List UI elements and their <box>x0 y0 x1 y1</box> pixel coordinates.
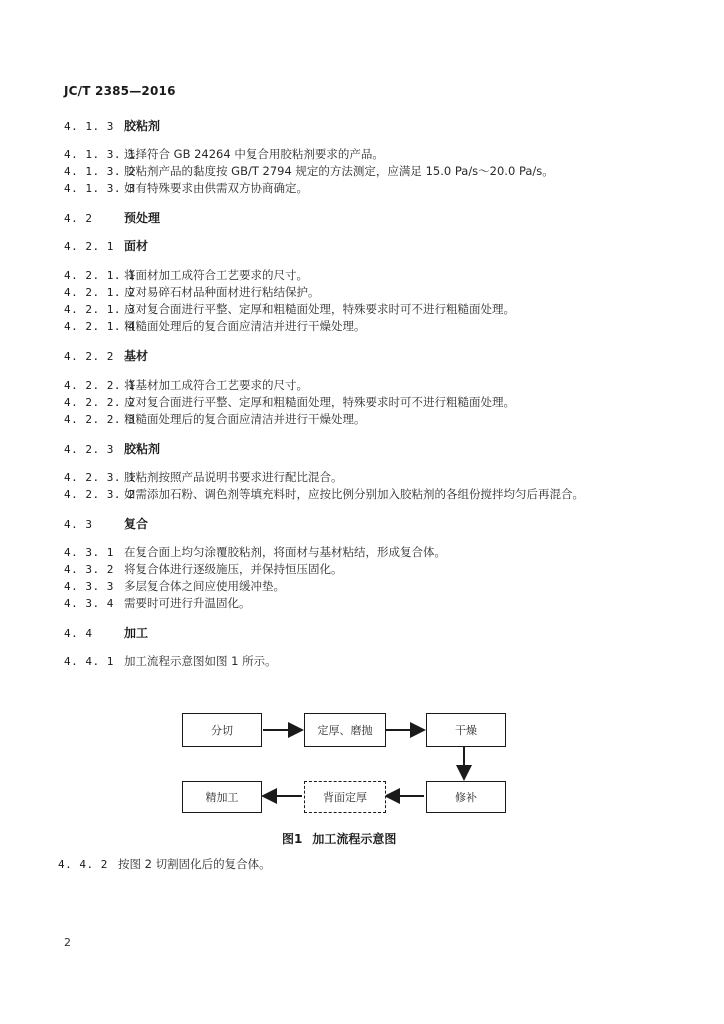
section-heading <box>64 210 160 227</box>
flow-box-dry: 干燥 <box>426 713 506 747</box>
figure-caption-number: 图1 <box>282 832 303 846</box>
clause-item <box>64 180 308 197</box>
clause-item <box>64 394 515 411</box>
clause-item <box>64 544 446 561</box>
clause-text: 加工流程示意图如图 1 所示。 <box>124 654 277 668</box>
clause-text: 如有特殊要求由供需双方协商确定。 <box>124 181 308 195</box>
clause-text: 在复合面上均匀涂覆胶粘剂，将面材与基材粘结，形成复合体。 <box>124 545 446 559</box>
clause-number: 4. 2. 1. 3 <box>64 303 136 316</box>
clause-text: 将基材加工成符合工艺要求的尺寸。 <box>124 378 308 392</box>
clause-text: 粗糙面处理后的复合面应清洁并进行干燥处理。 <box>124 319 366 333</box>
section-heading <box>64 441 160 458</box>
heading-text: 胶粘剂 <box>124 119 161 133</box>
heading-text: 基材 <box>124 349 149 363</box>
flow-box-thickness-polish: 定厚、磨抛 <box>304 713 386 747</box>
page-number: 2 <box>64 936 71 949</box>
clause-number: 4. 1. 3. 2 <box>64 165 136 178</box>
clause-item <box>64 284 320 301</box>
section-heading <box>64 118 160 135</box>
clause-item <box>64 653 277 670</box>
clause-text: 应对易碎石材品种面材进行粘结保护。 <box>124 285 320 299</box>
clause-number: 4. 2. 3 <box>64 443 114 456</box>
clause-item <box>64 163 554 180</box>
clause-number: 4. 4 <box>64 627 93 640</box>
clause-text: 粗糙面处理后的复合面应清洁并进行干燥处理。 <box>124 412 366 426</box>
clause-number: 4. 2. 1. 2 <box>64 286 136 299</box>
clause-number: 4. 2. 1. 1 <box>64 269 136 282</box>
clause-item <box>64 146 384 163</box>
heading-text: 加工 <box>124 626 149 640</box>
clause-item <box>64 561 343 578</box>
clause-number: 4. 3. 3 <box>64 580 114 593</box>
clause-text: 将复合体进行逐级施压，并保持恒压固化。 <box>124 562 343 576</box>
clause-item <box>64 595 251 612</box>
clause-number: 4. 1. 3 <box>64 120 114 133</box>
figure-caption-text: 加工流程示意图 <box>312 832 397 846</box>
clause-item <box>64 578 285 595</box>
heading-text: 胶粘剂 <box>124 442 161 456</box>
clause-number: 4. 2 <box>64 212 93 225</box>
clause-item <box>64 486 584 503</box>
clause-number: 4. 3. 2 <box>64 563 114 576</box>
flow-box-repair: 修补 <box>426 781 506 813</box>
clause-number: 4. 2. 1. 4 <box>64 320 136 333</box>
clause-4-4-2 <box>58 856 271 873</box>
clause-number: 4. 4. 2 <box>58 858 108 871</box>
clause-number: 4. 1. 3. 1 <box>64 148 136 161</box>
clause-text: 多层复合体之间应使用缓冲垫。 <box>124 579 285 593</box>
clause-number: 4. 2. 1 <box>64 240 114 253</box>
clause-number: 4. 3. 4 <box>64 597 114 610</box>
clause-number: 4. 4. 1 <box>64 655 114 668</box>
clause-text: 胶粘剂产品的黏度按 GB/T 2794 规定的方法测定，应满足 15.0 Pa/s～20.0 Pa/s。 <box>124 164 554 178</box>
clause-number: 4. 2. 2. 2 <box>64 396 136 409</box>
section-heading <box>64 238 148 255</box>
clause-number: 4. 2. 2. 1 <box>64 379 136 392</box>
clause-text: 需要时可进行升温固化。 <box>124 596 251 610</box>
clause-item <box>64 411 366 428</box>
clause-item <box>64 267 308 284</box>
flow-box-back-thickness: 背面定厚 <box>304 781 386 813</box>
clause-text: 如需添加石粉、调色剂等填充料时，应按比例分别加入胶粘剂的各组份搅拌均匀后再混合。 <box>124 487 584 501</box>
heading-text: 预处理 <box>124 211 161 225</box>
clause-number: 4. 3 <box>64 518 93 531</box>
clause-text: 选择符合 GB 24264 中复合用胶粘剂要求的产品。 <box>124 147 384 161</box>
clause-number: 4. 3. 1 <box>64 546 114 559</box>
clause-text: 将面材加工成符合工艺要求的尺寸。 <box>124 268 308 282</box>
clause-item <box>64 469 343 486</box>
section-heading <box>64 625 148 642</box>
clause-number: 4. 2. 2 <box>64 350 114 363</box>
clause-text: 应对复合面进行平整、定厚和粗糙面处理，特殊要求时可不进行粗糙面处理。 <box>124 302 515 316</box>
heading-text: 面材 <box>124 239 149 253</box>
heading-text: 复合 <box>124 517 149 531</box>
doc-code: JC/T 2385—2016 <box>64 84 176 98</box>
flow-box-finish: 精加工 <box>182 781 262 813</box>
clause-item <box>64 301 515 318</box>
clause-number: 4. 2. 3. 2 <box>64 488 136 501</box>
clause-text: 胶粘剂按照产品说明书要求进行配比混合。 <box>124 470 343 484</box>
clause-item <box>64 318 366 335</box>
clause-text: 应对复合面进行平整、定厚和粗糙面处理，特殊要求时可不进行粗糙面处理。 <box>124 395 515 409</box>
figure-caption <box>282 830 396 847</box>
clause-number: 4. 1. 3. 3 <box>64 182 136 195</box>
flow-box-cut: 分切 <box>182 713 262 747</box>
section-heading <box>64 348 148 365</box>
clause-number: 4. 2. 2. 3 <box>64 413 136 426</box>
clause-number: 4. 2. 3. 1 <box>64 471 136 484</box>
section-heading <box>64 516 148 533</box>
clause-text: 按图 2 切割固化后的复合体。 <box>118 857 271 871</box>
clause-item <box>64 377 308 394</box>
